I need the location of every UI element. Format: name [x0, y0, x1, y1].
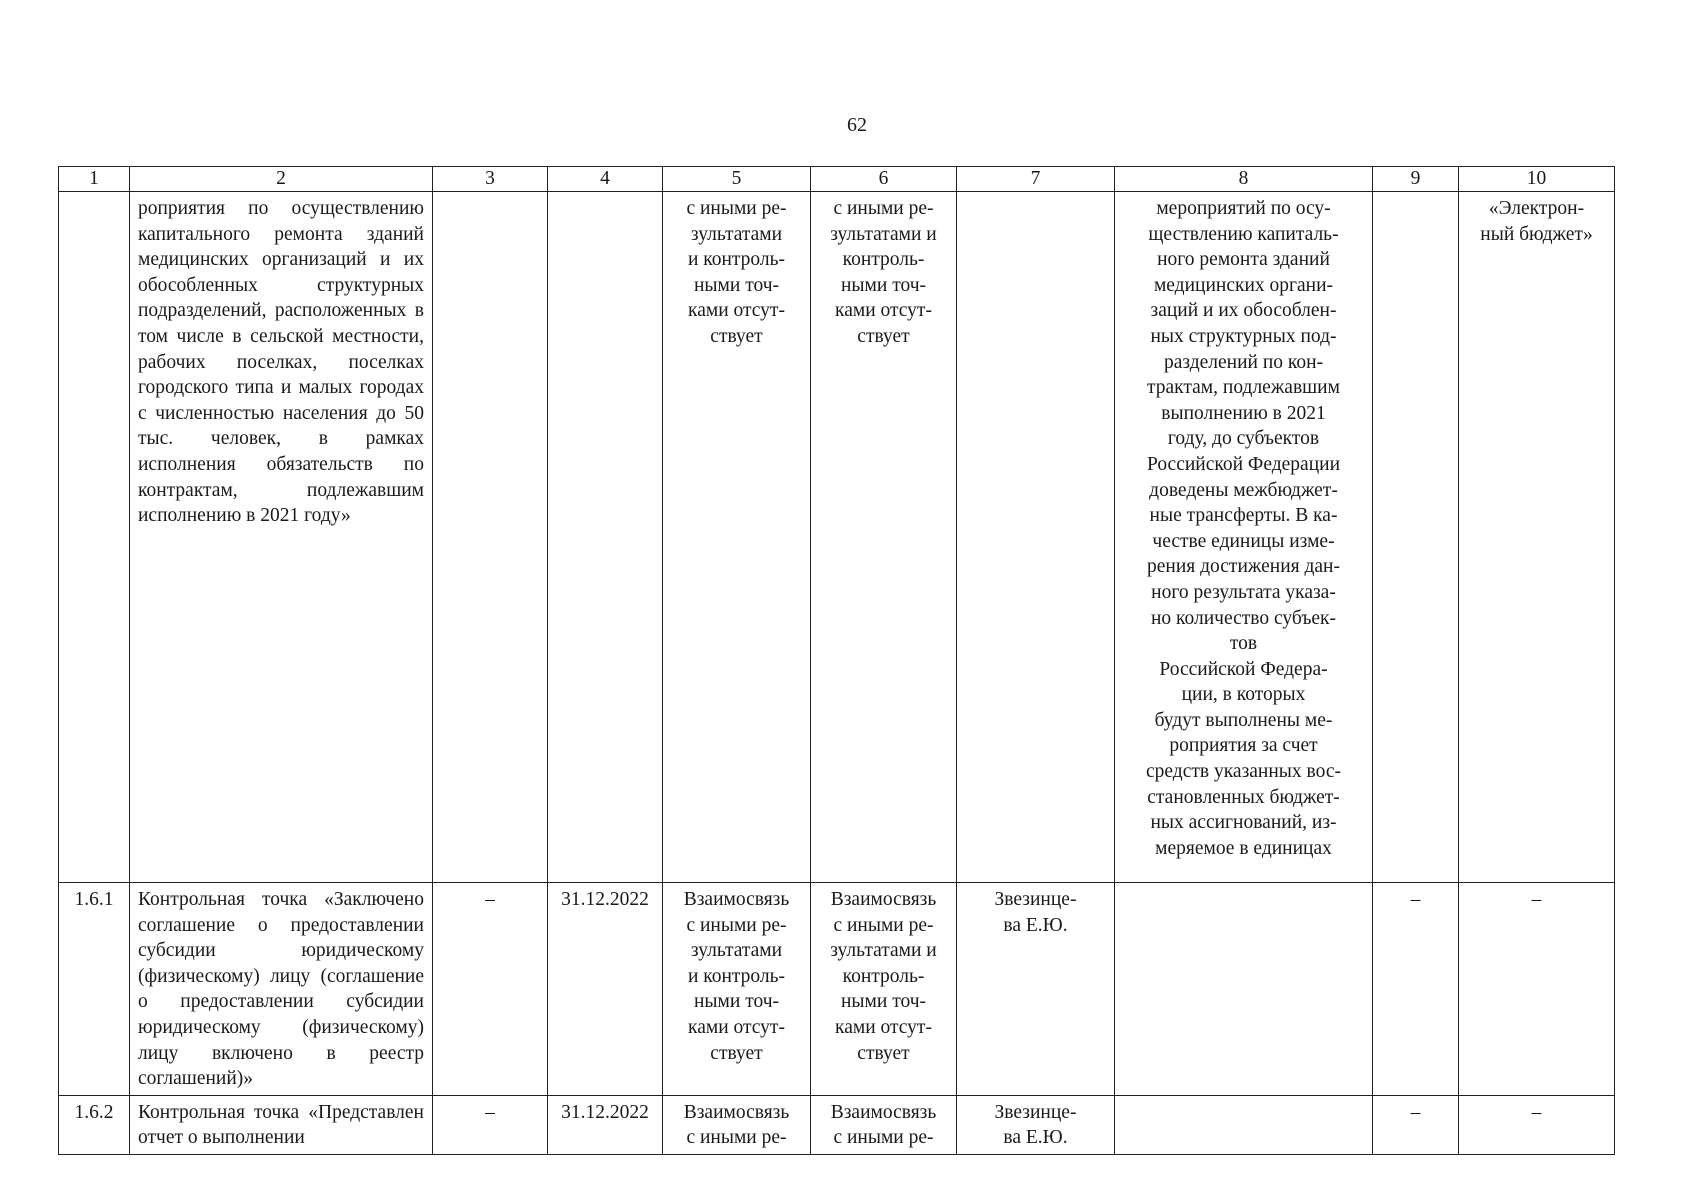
cell-responsible — [957, 192, 1115, 883]
column-header: 7 — [957, 167, 1115, 192]
cell-date: 31.12.2022 — [548, 1095, 663, 1154]
table-row-continuation — [59, 192, 1615, 883]
cell-date: 31.12.2022 — [548, 883, 663, 1096]
cell-responsible: Звезинце- ва Е.Ю. — [957, 883, 1115, 1096]
cell-col9: – — [1373, 1095, 1459, 1154]
cell-col8 — [1115, 1095, 1373, 1154]
column-header: 3 — [433, 167, 548, 192]
cell-col5: Взаимосвязь с иными ре- — [663, 1095, 811, 1154]
column-header: 4 — [548, 167, 663, 192]
cell-col3: – — [433, 883, 548, 1096]
cell-description: роприятия по осуществлению капитального ремонта зданий медицинских организаций и их обособленных структурных подразделений, расположенных в том числе в сельской местности, рабочих поселках, поселках городского типа и малых городах с численностью населения до 50 тыс. человек, в рамках исполнения обязательств по контрактам, подлежавшим исполнению в 2021 году» — [130, 192, 433, 883]
cell-col9 — [1373, 192, 1459, 883]
cell-col6: с иными ре- зультатами и контроль- ными точ- ками отсут- ствует — [811, 192, 957, 883]
cell-col5: Взаимосвязь с иными ре- зультатами и контроль- ными точ- ками отсут- ствует — [663, 883, 811, 1096]
cell-col6: Взаимосвязь с иными ре- зультатами и контроль- ными точ- ками отсут- ствует — [811, 883, 957, 1096]
cell-date — [548, 192, 663, 883]
column-header: 5 — [663, 167, 811, 192]
cell-responsible: Звезинце- ва Е.Ю. — [957, 1095, 1115, 1154]
cell-number: 1.6.2 — [59, 1095, 130, 1154]
cell-number: 1.6.1 — [59, 883, 130, 1096]
cell-description: Контрольная точка «Представлен отчет о выполнении — [130, 1095, 433, 1154]
cell-col3 — [433, 192, 548, 883]
table-header-row — [59, 167, 1615, 192]
column-header: 8 — [1115, 167, 1373, 192]
cell-number — [59, 192, 130, 883]
cell-col10: «Электрон- ный бюджет» — [1459, 192, 1615, 883]
cell-col8: мероприятий по осу- ществлению капиталь- ного ремонта зданий медицинских органи- заций и их обособлен- ных структурных под- разделений по кон- трактам, подлежавшим выполнению в 2021 году, до субъектов Российской Федерации доведены межбюджет- ные трансферты. В ка- честве единицы изме- рения достижения дан- ного результата указа- но количество субъек- тов Российской Федера- ции, в которых будут выполнены ме- роприятия за счет средств указанных вос- становленных бюджет- ных ассигнований, из- меряемое в единицах — [1115, 192, 1373, 883]
cell-col8 — [1115, 883, 1373, 1096]
cell-col9: – — [1373, 883, 1459, 1096]
table-row-1-6-1 — [59, 883, 1615, 1096]
cell-col5: с иными ре- зультатами и контроль- ными точ- ками отсут- ствует — [663, 192, 811, 883]
cell-col6: Взаимосвязь с иными ре- — [811, 1095, 957, 1154]
column-header: 6 — [811, 167, 957, 192]
cell-col3: – — [433, 1095, 548, 1154]
column-header: 10 — [1459, 167, 1615, 192]
page-number: 62 — [847, 114, 867, 136]
table-row-1-6-2 — [59, 1095, 1615, 1154]
document-table — [58, 166, 1615, 1155]
cell-description: Контрольная точка «Заключено соглашение о предоставлении субсидии юридическому (физическому) лицу (соглашение о предоставлении субсидии юридическому (физическому) лицу включено в реестр соглашений)» — [130, 883, 433, 1096]
column-header: 2 — [130, 167, 433, 192]
column-header: 9 — [1373, 167, 1459, 192]
column-header: 1 — [59, 167, 130, 192]
cell-col10: – — [1459, 883, 1615, 1096]
cell-col10: – — [1459, 1095, 1615, 1154]
